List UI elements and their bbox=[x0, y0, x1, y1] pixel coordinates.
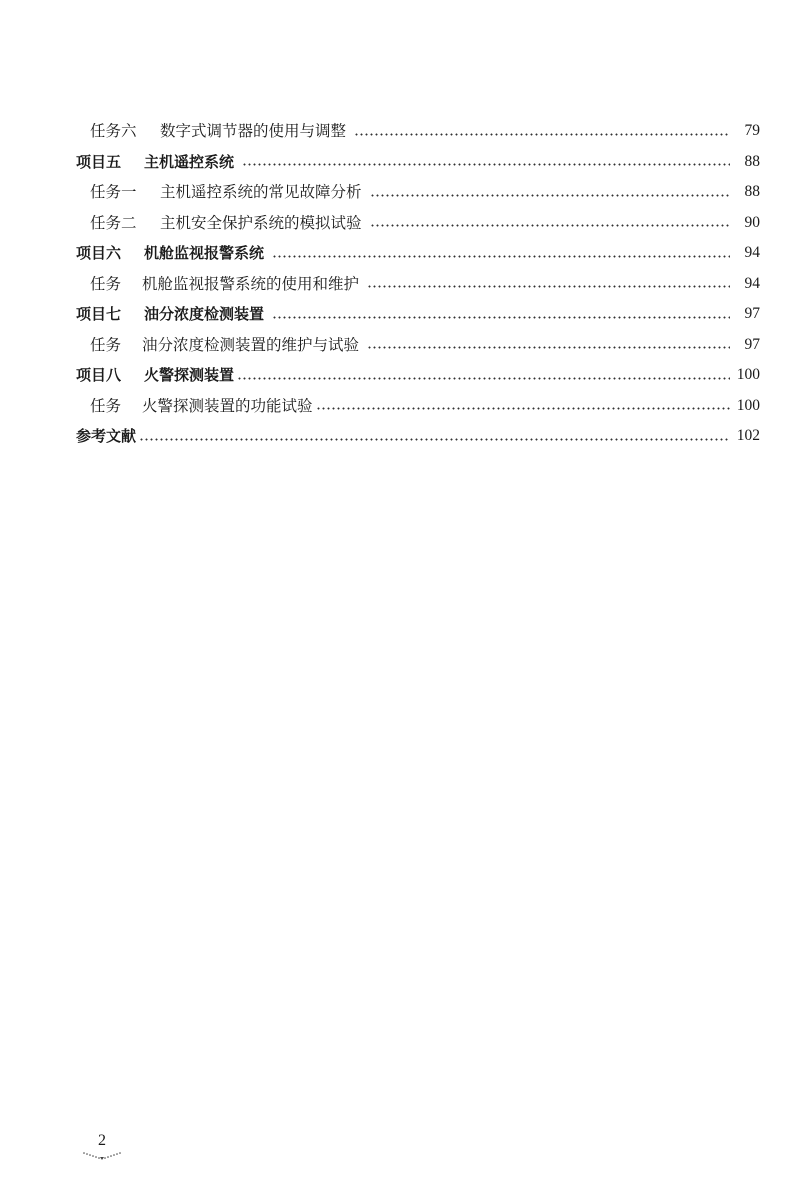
toc-entry[interactable] bbox=[0, 177, 790, 208]
toc-entry-title: 主机遥控系统 bbox=[144, 152, 235, 171]
toc-dot-leader bbox=[367, 285, 730, 288]
toc-entry-title: 油分浓度检测装置 bbox=[144, 305, 265, 324]
toc-entry-page: 100 bbox=[736, 396, 760, 414]
toc-entry[interactable] bbox=[0, 147, 790, 178]
toc-entry-page: 102 bbox=[736, 427, 760, 445]
toc-entry-number: 项目七 bbox=[76, 305, 122, 324]
page-number: 2 bbox=[98, 1132, 106, 1149]
toc-entry[interactable] bbox=[0, 208, 790, 239]
toc-entry[interactable] bbox=[0, 360, 790, 391]
toc-dot-leader bbox=[272, 316, 730, 319]
toc-entry-title: 主机安全保护系统的模拟试验 bbox=[160, 213, 362, 232]
toc-entry-page: 97 bbox=[744, 335, 760, 353]
toc-entry[interactable] bbox=[0, 391, 790, 422]
toc-entry-page: 100 bbox=[736, 366, 760, 384]
toc-entry-title: 数字式调节器的使用与调整 bbox=[160, 122, 347, 141]
page-number-ornament-icon bbox=[82, 1151, 122, 1161]
toc-entry-number: 任务 bbox=[90, 274, 122, 293]
toc-entry-page: 79 bbox=[744, 122, 760, 140]
toc-entry-number: 任务 bbox=[90, 335, 122, 354]
toc-entry[interactable] bbox=[0, 299, 790, 330]
toc-entry-page: 90 bbox=[744, 213, 760, 231]
toc-entry-number: 任务二 bbox=[90, 213, 137, 232]
toc-entry-title: 机舱监视报警系统的使用和维护 bbox=[142, 274, 360, 293]
toc-dot-leader bbox=[139, 438, 730, 441]
toc-dot-leader bbox=[237, 377, 730, 380]
toc-entry[interactable] bbox=[0, 330, 790, 361]
toc-entry-number: 项目五 bbox=[76, 152, 122, 171]
toc-dot-leader bbox=[367, 346, 730, 349]
toc-entry[interactable] bbox=[0, 116, 790, 147]
toc-dot-leader bbox=[272, 255, 730, 258]
toc-dot-leader bbox=[370, 194, 730, 197]
toc-entry-number: 任务一 bbox=[90, 183, 137, 202]
toc-entry-title: 油分浓度检测装置的维护与试验 bbox=[142, 335, 360, 354]
page-footer bbox=[82, 1132, 122, 1161]
toc-entry-title: 机舱监视报警系统 bbox=[144, 244, 265, 263]
toc-entry[interactable] bbox=[0, 238, 790, 269]
toc-dot-leader bbox=[316, 407, 730, 410]
toc-entry-page: 88 bbox=[744, 152, 760, 170]
toc-entry-number: 项目六 bbox=[76, 244, 122, 263]
toc-entry-number: 任务六 bbox=[90, 122, 137, 141]
table-of-contents bbox=[0, 116, 790, 452]
toc-entry-number: 项目八 bbox=[76, 366, 122, 385]
toc-entry-page: 88 bbox=[744, 183, 760, 201]
toc-entry-title: 参考文献 bbox=[76, 427, 137, 446]
toc-entry-page: 97 bbox=[744, 305, 760, 323]
toc-dot-leader bbox=[370, 224, 730, 227]
toc-entry-references[interactable] bbox=[0, 421, 790, 452]
toc-dot-leader bbox=[242, 163, 730, 166]
toc-entry[interactable] bbox=[0, 269, 790, 300]
toc-entry-number: 任务 bbox=[90, 396, 122, 415]
toc-entry-title: 火警探测装置 bbox=[144, 366, 235, 385]
toc-entry-title: 火警探测装置的功能试验 bbox=[142, 396, 313, 415]
toc-entry-page: 94 bbox=[744, 244, 760, 262]
toc-entry-title: 主机遥控系统的常见故障分析 bbox=[160, 183, 362, 202]
toc-entry-page: 94 bbox=[744, 274, 760, 292]
toc-dot-leader bbox=[354, 133, 730, 136]
